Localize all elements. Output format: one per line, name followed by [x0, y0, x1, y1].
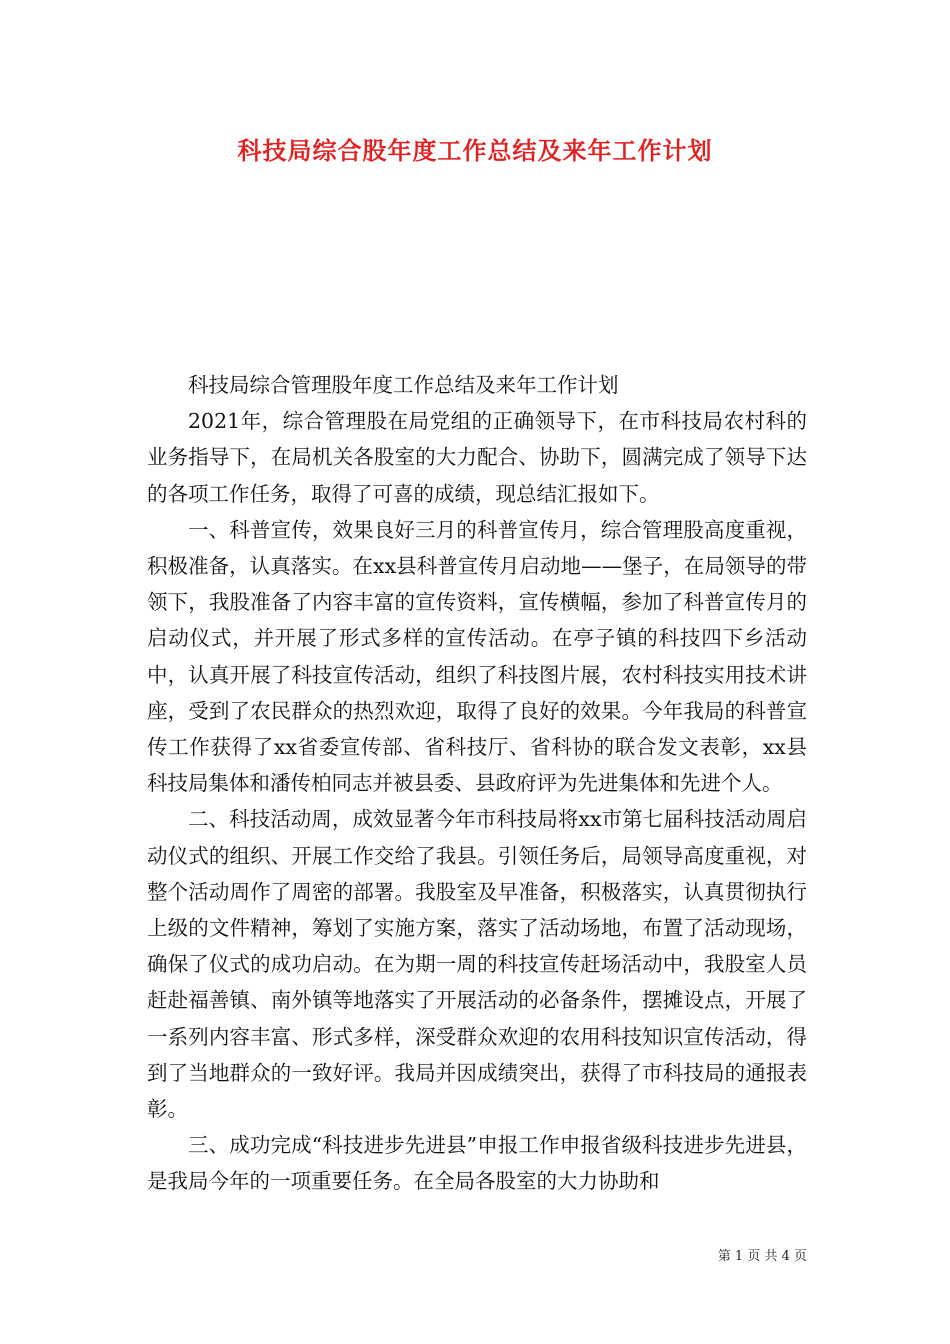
paragraph-section-1: 一、科普宣传，效果良好三月的科普宣传月，综合管理股高度重视，积极准备，认真落实。在xx县科普宣传月启动地——堡子，在局领导的带领下，我股准备了内容丰富的宣传资料，宣传横幅，参加了科普宣传月的启动仪式，并开展了形式多样的宣传活动。在亭子镇的科技四下乡活动中，认真开展了科技宣传活动，组织了科技图片展，农村科技实用技术讲座，受到了农民群众的热烈欢迎，取得了良好的效果。今年我局的科普宣传工作获得了xx省委宣传部、省科技厅、省科协的联合发文表彰，xx县科技局集体和潘传柏同志并被县委、县政府评为先进集体和先进个人。 — [147, 517, 807, 796]
paragraph-subtitle: 科技局综合管理股年度工作总结及来年工作计划 — [188, 373, 619, 397]
page-number: 第 1 页 共 4 页 — [717, 1249, 807, 1264]
document-title: 科技局综合股年度工作总结及来年工作计划 — [237, 136, 713, 165]
paragraph-section-3: 三、成功完成“科技进步先进县”申报工作申报省级科技进步先进县，是我局今年的一项重要任务。在全局各股室的大力协助和 — [147, 1133, 807, 1194]
document-body — [147, 367, 807, 1200]
paragraph-intro: 2021年，综合管理股在局党组的正确领导下，在市科技局农村科的业务指导下，在局机关各股室的大力配合、协助下，圆满完成了领导下达的各项工作任务，取得了可喜的成绩，现总结汇报如下。 — [147, 409, 807, 506]
paragraph-section-2: 二、科技活动周，成效显著今年市科技局将xx市第七届科技活动周启动仪式的组织、开展工作交给了我县。引领任务后，局领导高度重视，对整个活动周作了周密的部署。我股室及早准备，积极落实，认真贯彻执行上级的文件精神，筹划了实施方案，落实了活动场地，布置了活动现场，确保了仪式的成功启动。在为期一周的科技宣传赶场活动中，我股室人员赶赴福善镇、南外镇等地落实了开展活动的必备条件，摆摊设点，开展了一系列内容丰富、形式多样，深受群众欢迎的农用科技知识宣传活动，得到了当地群众的一致好评。我局并因成绩突出，获得了市科技局的通报表彰。 — [147, 807, 807, 1122]
